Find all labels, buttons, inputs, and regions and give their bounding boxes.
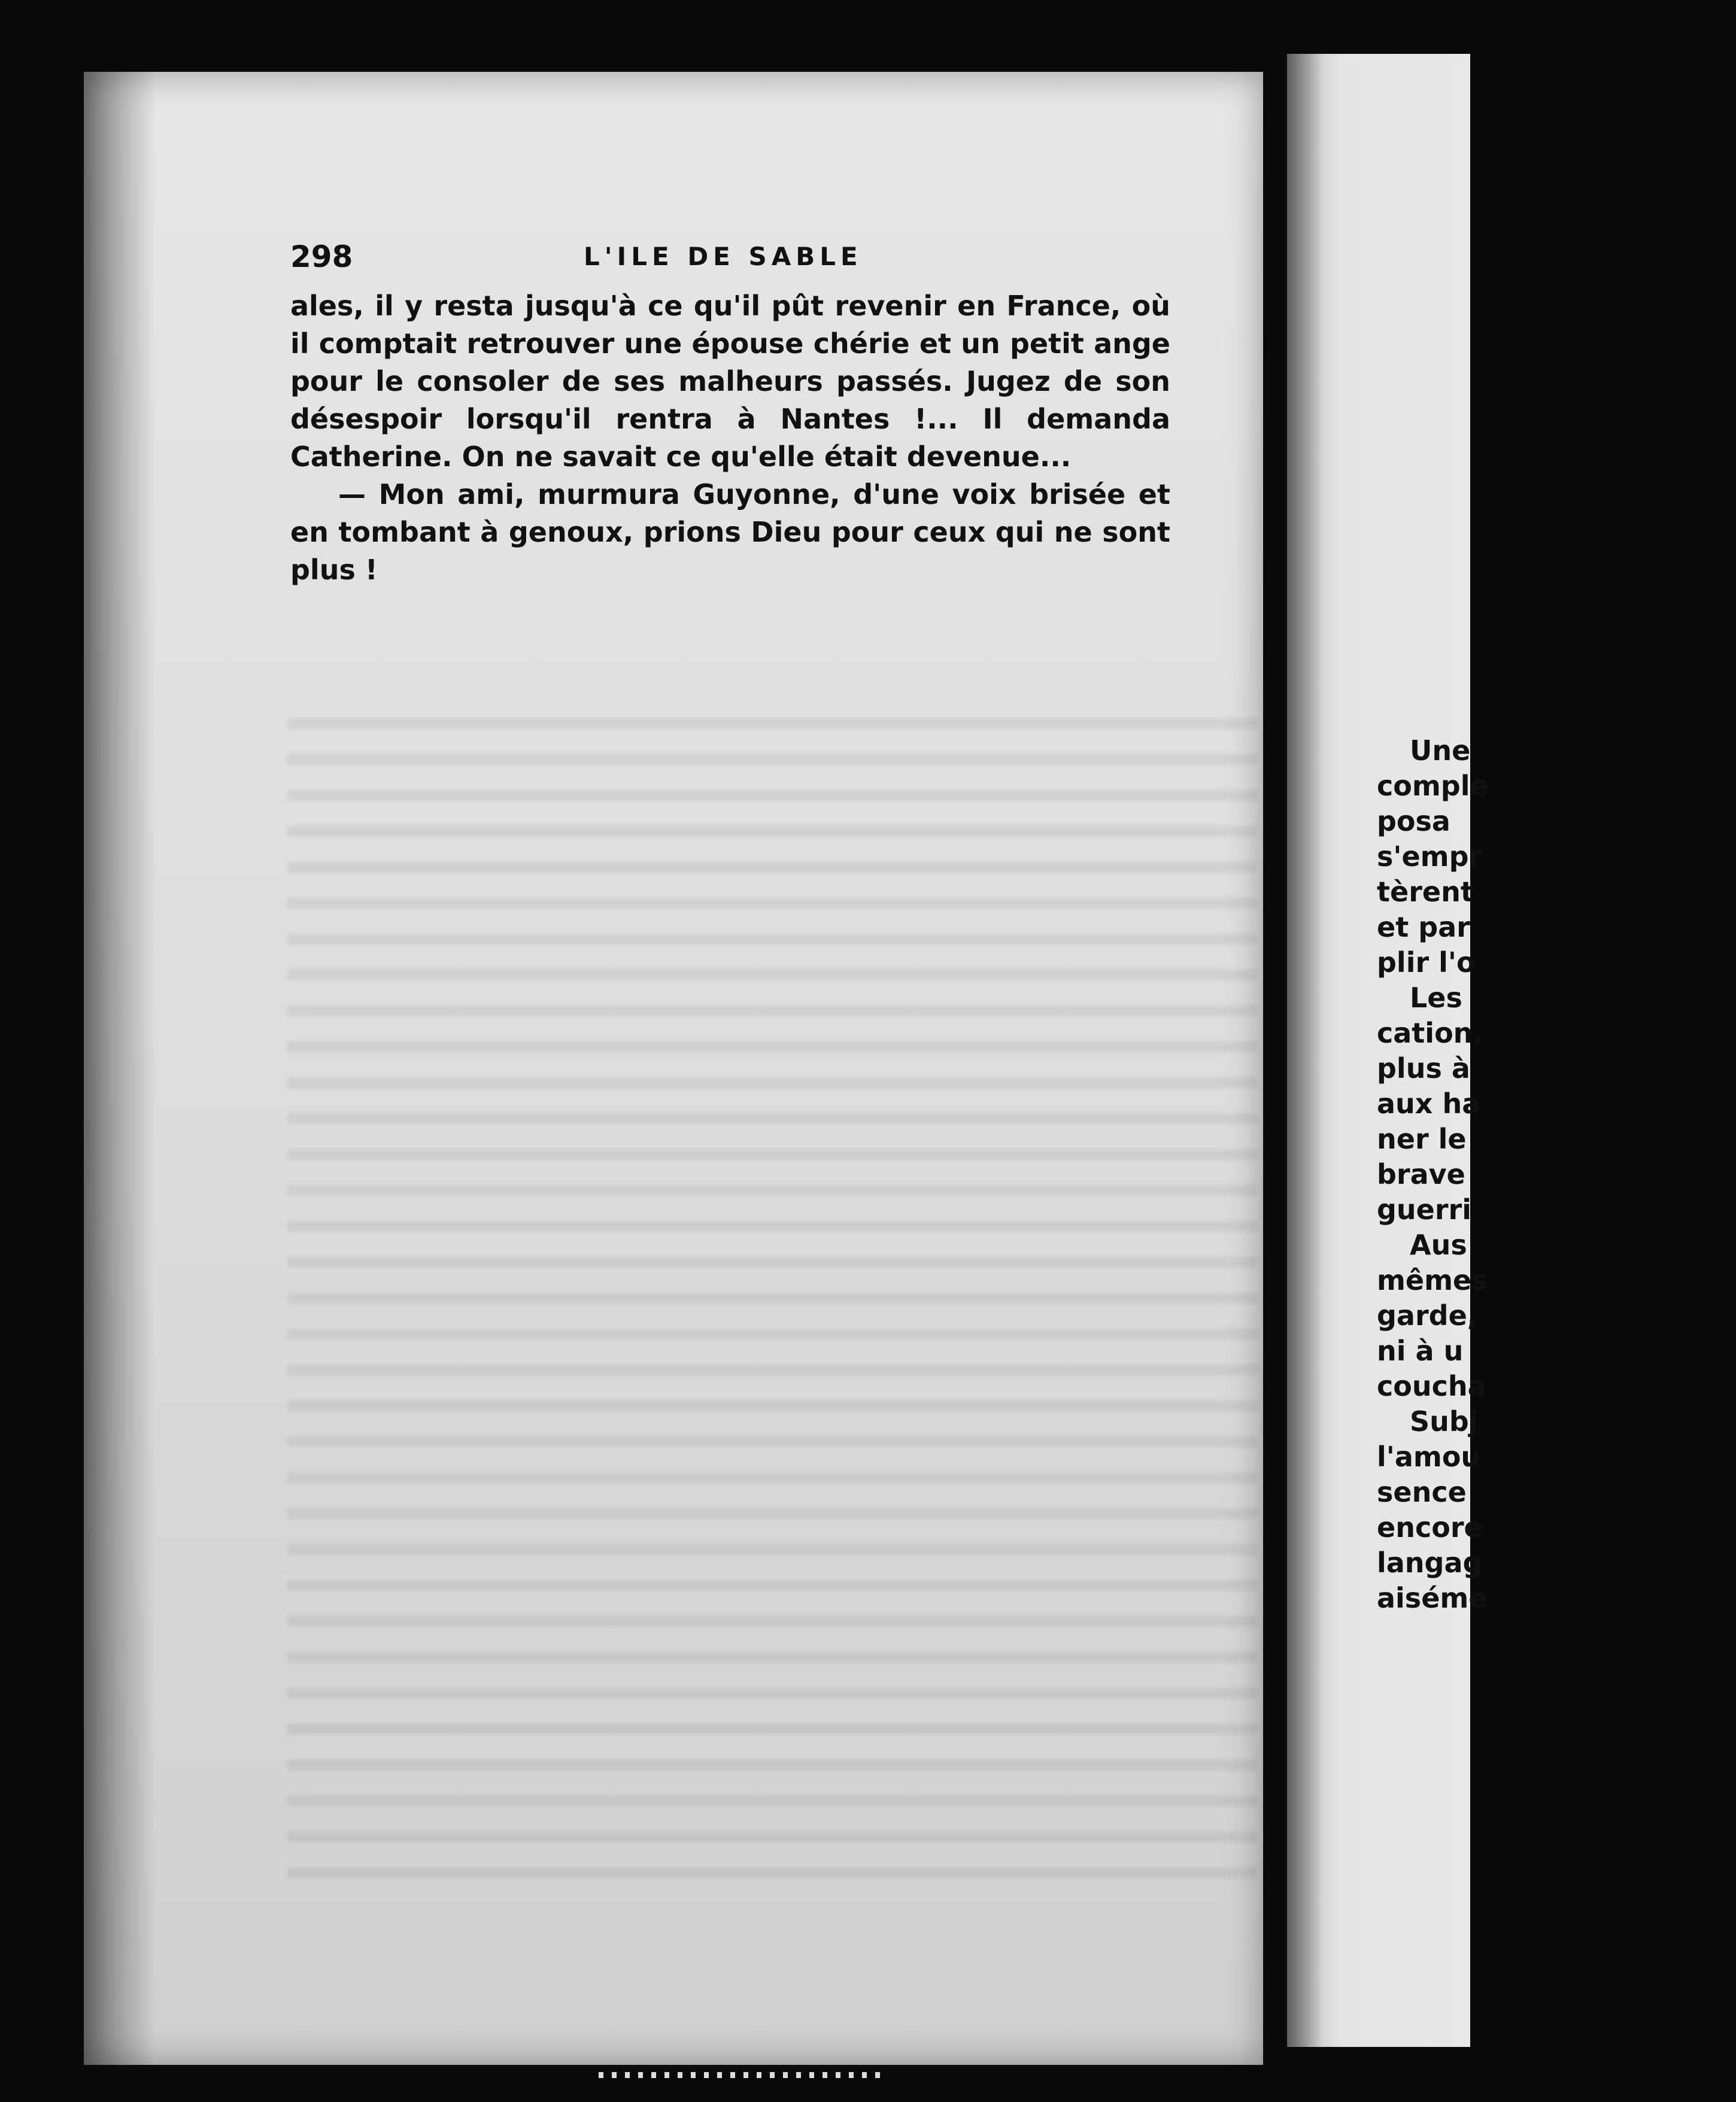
- right-page: [1287, 54, 1489, 2047]
- paragraph: ales, il y resta jusqu'à ce qu'il pût revenir en France, où il comptait retrouver une épouse chérie et un petit ange pour le consoler de ses malheurs passés. Jugez de son désespoir lorsqu'il rentra à Nantes !... Il demanda Catherine. On ne savait ce qu'elle était devenue...: [290, 290, 1170, 473]
- text-line: brave: [1377, 1158, 1465, 1190]
- show-through-text: [287, 718, 1257, 1903]
- text-line: Une: [1410, 734, 1471, 767]
- text-line: encore: [1377, 1511, 1483, 1544]
- text-line: ni à u: [1377, 1335, 1464, 1367]
- text-line: Les: [1410, 982, 1462, 1014]
- text-line: sence: [1377, 1476, 1467, 1508]
- page-number: 298: [290, 239, 353, 274]
- text-line: posa: [1377, 805, 1450, 837]
- text-line: aiséme: [1377, 1582, 1488, 1614]
- text-line: garde,: [1377, 1299, 1478, 1332]
- text-line: tèrent: [1377, 876, 1474, 908]
- text-line: aux ha: [1377, 1088, 1481, 1120]
- text-line: guerri: [1377, 1193, 1472, 1226]
- text-line: plir l'o: [1377, 946, 1476, 979]
- text-line: coucha: [1377, 1370, 1486, 1402]
- text-line: Aus: [1410, 1229, 1467, 1261]
- text-line: comple: [1377, 770, 1489, 802]
- body-text: [290, 287, 1170, 589]
- text-line: l'amou: [1377, 1441, 1481, 1473]
- text-line: plus à: [1377, 1052, 1470, 1085]
- text-line: cation,: [1377, 1017, 1483, 1049]
- text-line: langag: [1377, 1547, 1483, 1579]
- right-page-text: [1377, 733, 1736, 1616]
- text-line: Subj: [1410, 1405, 1479, 1438]
- paragraph: — Mon ami, murmura Guyonne, d'une voix brisée et en tombant à genoux, prions Dieu pour ceux qui ne sont plus !: [290, 478, 1170, 586]
- running-title: L'ILE DE SABLE: [584, 242, 863, 271]
- text-line: et par: [1377, 911, 1470, 943]
- page-header: [290, 239, 1170, 281]
- scan-edge-mark: [599, 2072, 886, 2078]
- text-line: mêmes: [1377, 1264, 1488, 1296]
- text-line: ner le: [1377, 1123, 1467, 1155]
- text-line: s'empr: [1377, 840, 1483, 873]
